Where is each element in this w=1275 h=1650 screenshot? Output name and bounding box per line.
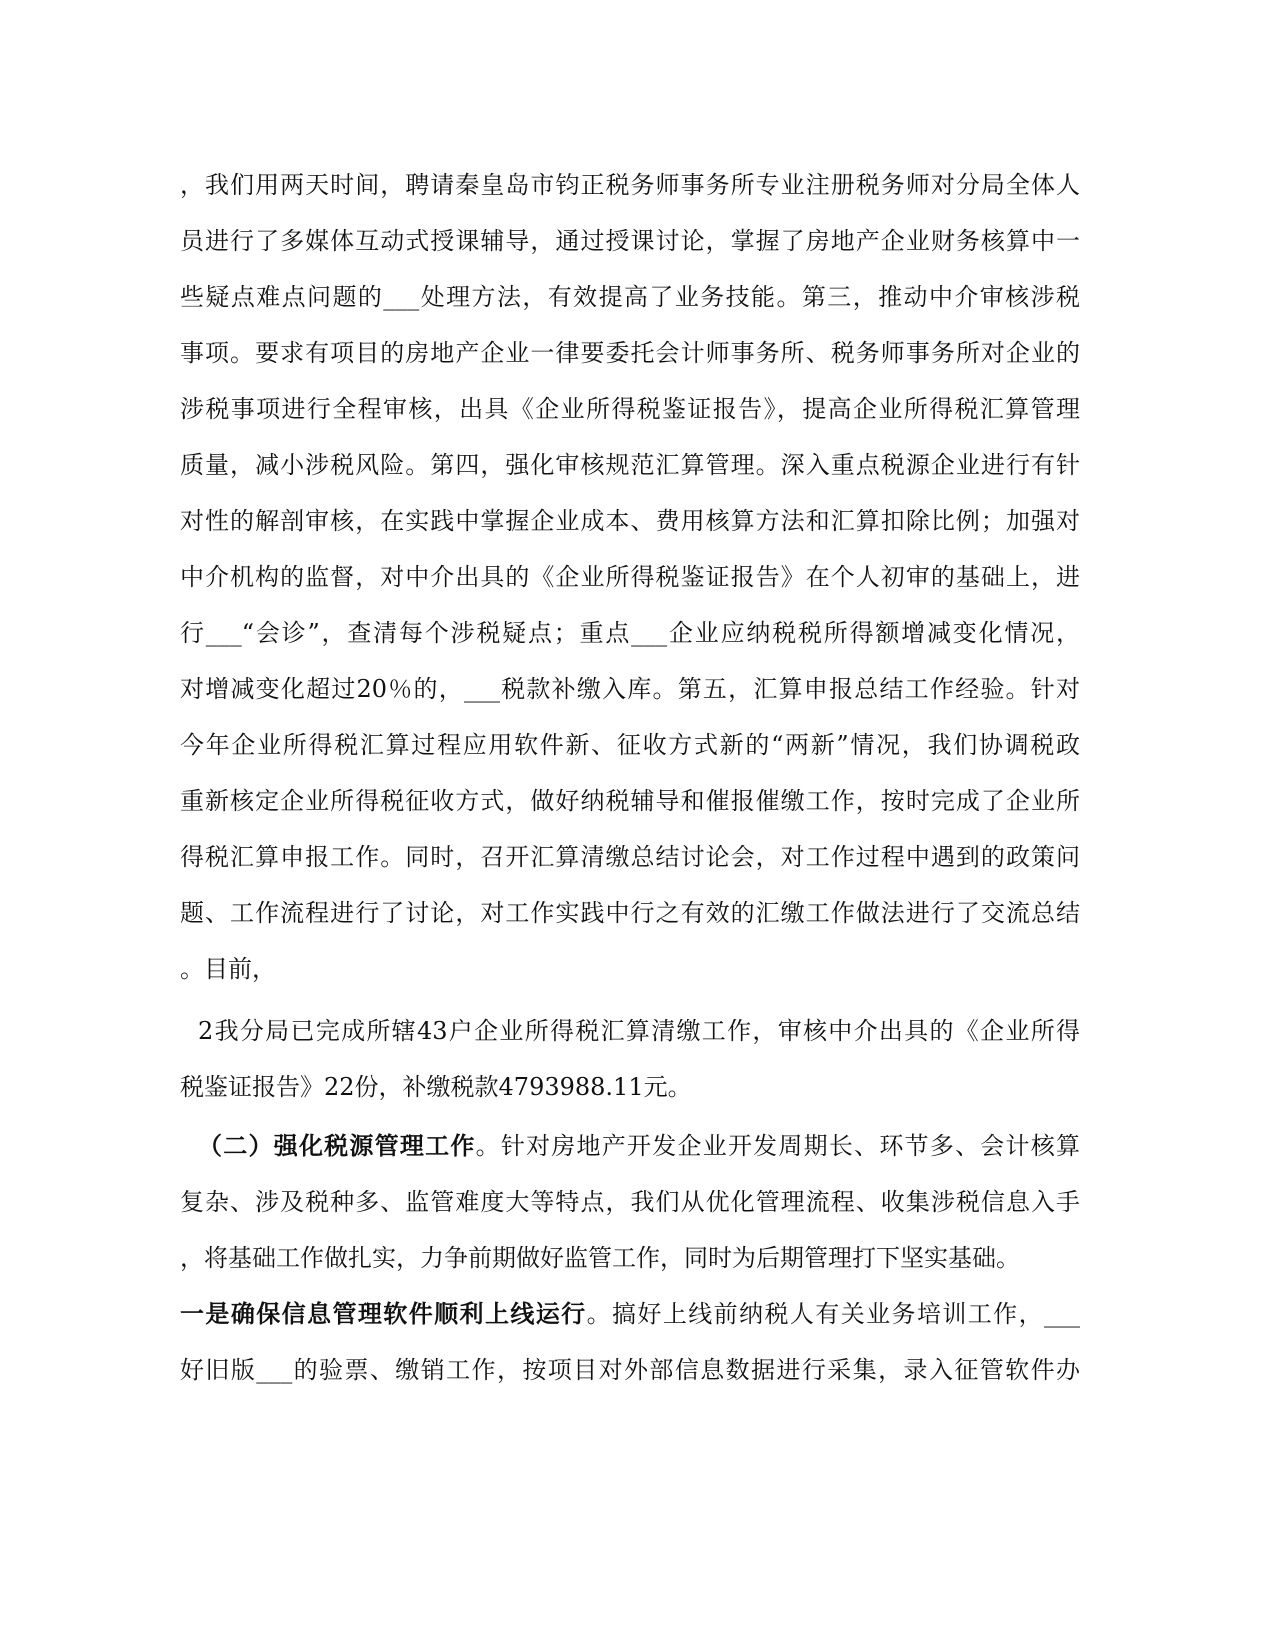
text-line: 复杂、涉及税种多、监管难度大等特点，我们从优化管理流程、收集涉税信息入手	[180, 1188, 1080, 1216]
text-line: 重新核定企业所得税征收方式，做好纳税辅导和催报催缴工作，按时完成了企业所	[180, 787, 1080, 815]
text-line: 涉税事项进行全程审核，出具《企业所得税鉴证报告》，提高企业所得税汇算管理	[180, 395, 1080, 423]
text-line: 好旧版___的验票、缴销工作，按项目对外部信息数据进行采集，录入征管软件办	[180, 1356, 1080, 1384]
text-line: 中介机构的监督，对中介出具的《企业所得税鉴证报告》在个人初审的基础上，进	[180, 563, 1080, 591]
text-line: 税鉴证报告》22份，补缴税款4793988.11元。	[180, 1073, 692, 1101]
text-run: 。针对房地产开发企业开发周期长、环节多、会计核算	[475, 1132, 1081, 1160]
text-line	[180, 1286, 1080, 1342]
text-line: 些疑点难点问题的___处理方法，有效提高了业务技能。第三，推动中介审核涉税	[180, 283, 1080, 311]
text-line	[180, 1118, 1080, 1174]
text-line: ，将基础工作做扎实，力争前期做好监管工作，同时为后期管理打下坚实基础。	[180, 1244, 1020, 1272]
text-line: 题、工作流程进行了讨论，对工作实践中行之有效的汇缴工作做法进行了交流总结	[180, 899, 1080, 927]
paragraph-2	[180, 1003, 1080, 1115]
section-heading: （二）强化税源管理工作	[198, 1131, 476, 1160]
text-line: 对增减变化超过20％的，___税款补缴入库。第五，汇算申报总结工作经验。针对	[180, 675, 1080, 703]
text-line: 今年企业所得税汇算过程应用软件新、征收方式新的“两新”情况，我们协调税政	[180, 731, 1080, 759]
paragraph-3	[180, 1118, 1080, 1286]
paragraph-1	[180, 157, 1080, 997]
text-line: 。目前，	[180, 955, 276, 983]
text-line: 得税汇算申报工作。同时，召开汇算清缴总结讨论会，对工作过程中遇到的政策问	[180, 843, 1080, 871]
paragraph-4	[180, 1286, 1080, 1398]
text-line: 质量，减小涉税风险。第四，强化审核规范汇算管理。深入重点税源企业进行有针	[180, 451, 1080, 479]
text-line: 2我分局已完成所辖43户企业所得税汇算清缴工作，审核中介出具的《企业所得	[198, 1017, 1080, 1045]
text-line: 对性的解剖审核，在实践中掌握企业成本、费用核算方法和汇算扣除比例；加强对	[180, 507, 1080, 535]
text-run: 。搞好上线前纳税人有关业务培训工作，___	[586, 1300, 1081, 1328]
subsection-heading: 一是确保信息管理软件顺利上线运行	[180, 1299, 587, 1328]
text-line: 员进行了多媒体互动式授课辅导，通过授课讨论，掌握了房地产企业财务核算中一	[180, 227, 1080, 255]
text-line: ，我们用两天时间，聘请秦皇岛市钧正税务师事务所专业注册税务师对分局全体人	[180, 171, 1080, 199]
text-line: 行___“会诊”，查清每个涉税疑点；重点___企业应纳税税所得额增减变化情况，	[180, 619, 1080, 647]
text-line: 事项。要求有项目的房地产企业一律要委托会计师事务所、税务师事务所对企业的	[180, 339, 1080, 367]
